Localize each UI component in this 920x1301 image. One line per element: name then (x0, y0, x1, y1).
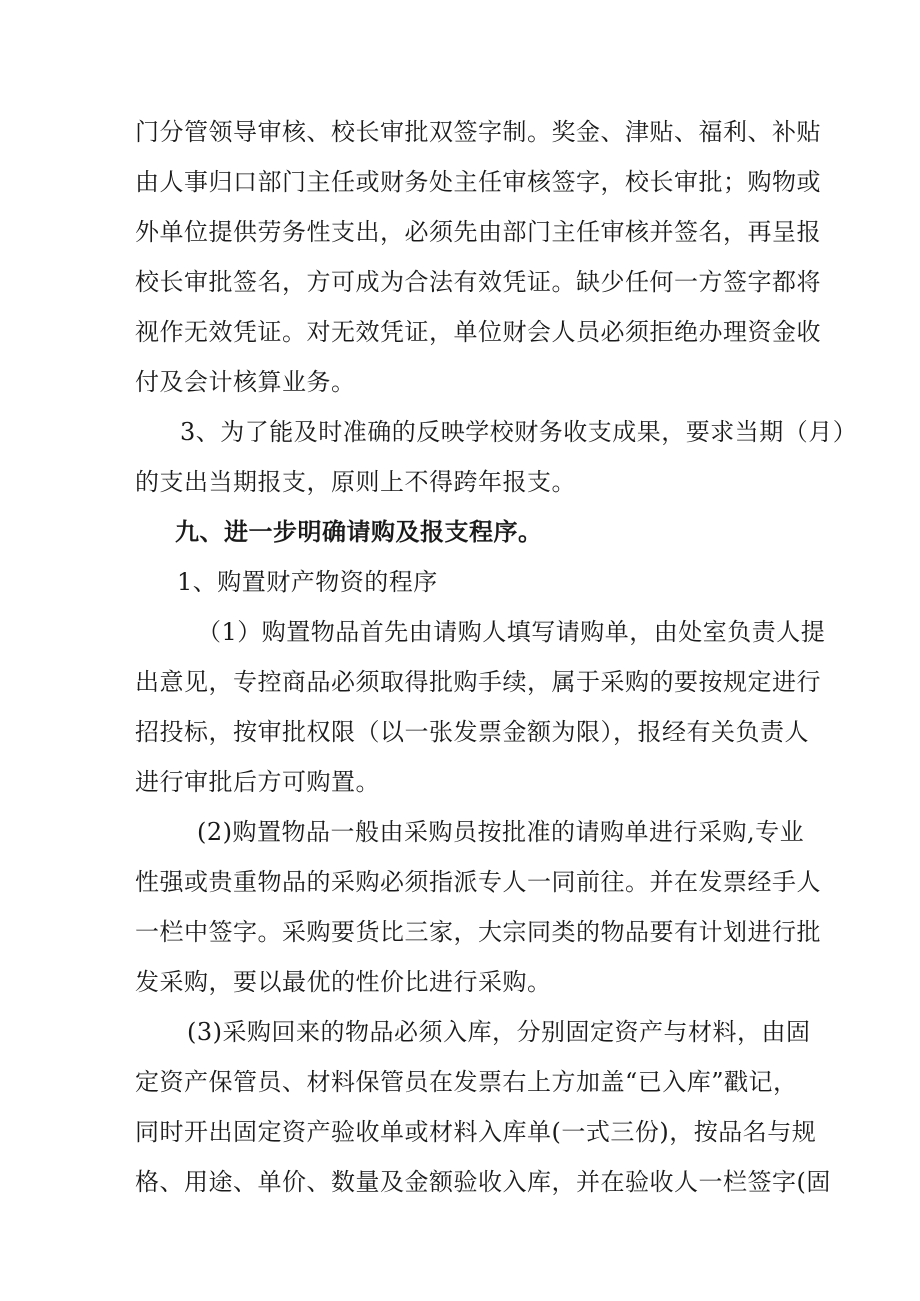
paragraph-line: 发采购，要以最优的性价比进行采购。 (135, 968, 552, 996)
subsection-heading: 1、购置财产物资的程序 (177, 568, 438, 596)
paragraph-line: 性强或贵重物品的采购必须指派专人一同前往。并在发票经手人 (135, 868, 821, 896)
paragraph-line: 3、为了能及时准确的反映学校财务收支成果，要求当期（月） (180, 418, 858, 446)
paragraph-line: 门分管领导审核、校长审批双签字制。奖金、津贴、福利、补贴 (135, 118, 821, 146)
paragraph-line: （1）购置物品首先由请购人填写请购单，由处室负责人提 (197, 618, 826, 646)
paragraph-line: 一栏中签字。采购要货比三家，大宗同类的物品要有计划进行批 (135, 918, 821, 946)
paragraph-line: 招投标，按审批权限（以一张发票金额为限），报经有关负责人 (135, 718, 809, 746)
paragraph-line: 同时开出固定资产验收单或材料入库单(一式三份)，按品名与规 (135, 1118, 817, 1146)
paragraph-line: 定资产保管员、材料保管员在发票右上方加盖“已入库”戳记， (135, 1068, 798, 1096)
paragraph-line: 校长审批签名，方可成为合法有效凭证。缺少任何一方签字都将 (135, 268, 821, 296)
paragraph-line: 格、用途、单价、数量及金额验收入库，并在验收人一栏签字(固 (135, 1168, 831, 1196)
paragraph-line: 视作无效凭证。对无效凭证，单位财会人员必须拒绝办理资金收 (135, 318, 821, 346)
paragraph-line: (3)采购回来的物品必须入库，分别固定资产与材料，由固 (187, 1018, 811, 1046)
paragraph-line: 付及会计核算业务。 (135, 368, 356, 396)
paragraph-line: 出意见，专控商品必须取得批购手续，属于采购的要按规定进行 (135, 668, 821, 696)
paragraph-line: 外单位提供劳务性支出，必须先由部门主任审核并签名，再呈报 (135, 218, 821, 246)
section-heading: 九、进一步明确请购及报支程序。 (175, 517, 543, 546)
paragraph-line: 进行审批后方可购置。 (135, 768, 380, 796)
paragraph-line: 的支出当期报支，原则上不得跨年报支。 (135, 468, 576, 496)
paragraph-line: (2)购置物品一般由采购员按批准的请购单进行采购,专业 (197, 818, 805, 846)
paragraph-line: 由人事归口部门主任或财务处主任审核签字，校长审批；购物或 (135, 168, 821, 196)
